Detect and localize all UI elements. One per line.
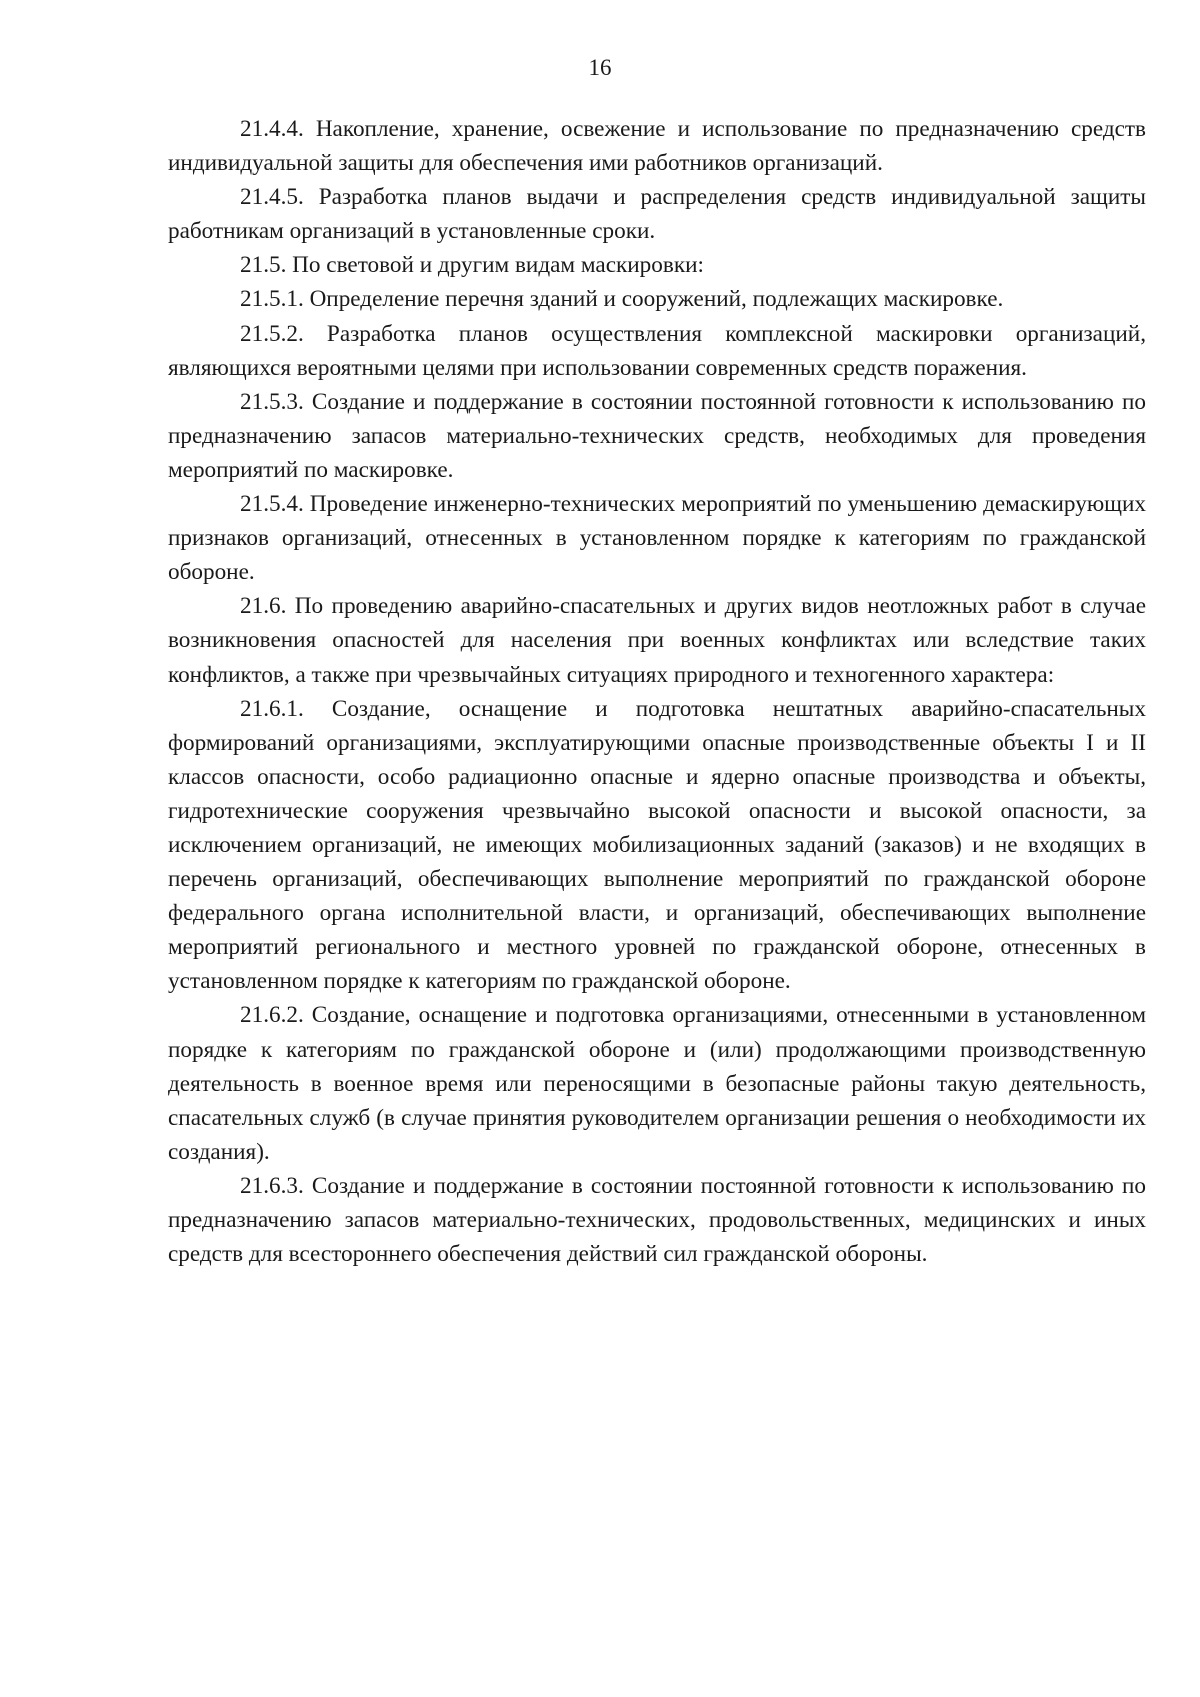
paragraph-21-4-4: 21.4.4. Накопление, хранение, освежение и использование по предназначению средств индивидуальной защиты для обеспечения ими работников организаций. xyxy=(168,116,1146,177)
paragraph-21-5-2: 21.5.2. Разработка планов осуществления комплексной маскировки организаций, являющихся вероятными целями при использовании современных средств поражения. xyxy=(168,320,1146,381)
paragraph-21-4-5: 21.4.5. Разработка планов выдачи и распределения средств индивидуальной защиты работникам организаций в установленные сроки. xyxy=(168,184,1146,245)
paragraph-21-5-4: 21.5.4. Проведение инженерно-технических мероприятий по уменьшению демаскирующих признаков организаций, отнесенных в установленном порядке к категориям по гражданской обороне. xyxy=(168,491,1146,586)
paragraph-21-6-3: 21.6.3. Создание и поддержание в состоянии постоянной готовности к использованию по предназначению запасов материально-технических, продовольственных, медицинских и иных средств для всестороннего обеспечения действий сил гражданской обороны. xyxy=(168,1172,1146,1268)
paragraph-21-5: 21.5. По световой и другим видам маскировки: xyxy=(240,252,704,279)
page-number: 16 xyxy=(588,55,612,80)
paragraph-21-6: 21.6. По проведению аварийно-спасательных и других видов неотложных работ в случае возникновения опасностей для населения при военных конфликтах или вследствие таких конфликтов, а также при чрезвычайных ситуациях природного и техногенного характера: xyxy=(168,593,1146,688)
body-text xyxy=(168,112,1146,1271)
paragraph-21-5-1: 21.5.1. Определение перечня зданий и сооружений, подлежащих маскировке. xyxy=(240,286,1004,313)
paragraph-21-6-1: 21.6.1. Создание, оснащение и подготовка нештатных аварийно-спасательных формирований организациями, эксплуатирующими опасные производственные объекты I и II классов опасности, особо радиационно опасные и ядерно опасные производства и объекты, гидротехнические сооружения чрезвычайно высокой опасности и высокой опасности, за исключением организаций, не имеющих мобилизационных заданий (заказов) и не входящих в перечень организаций, обеспечивающих выполнение мероприятий по гражданской обороне федерального органа исполнительной власти, и организаций, обеспечивающих выполнение мероприятий регионального и местного уровней по гражданской обороне, отнесенных в установленном порядке к категориям по гражданской обороне. xyxy=(168,695,1146,995)
paragraph-21-5-3: 21.5.3. Создание и поддержание в состоянии постоянной готовности к использованию по предназначению запасов материально-технических средств, необходимых для проведения мероприятий по маскировке. xyxy=(168,388,1146,483)
paragraph-21-6-2: 21.6.2. Создание, оснащение и подготовка организациями, отнесенными в установленном порядке к категориям по гражданской обороне и (или) продолжающими производственную деятельность в военное время или переносящими в безопасные районы такую деятельность, спасательных служб (в случае принятия руководителем организации решения о необходимости их создания). xyxy=(168,1002,1146,1165)
